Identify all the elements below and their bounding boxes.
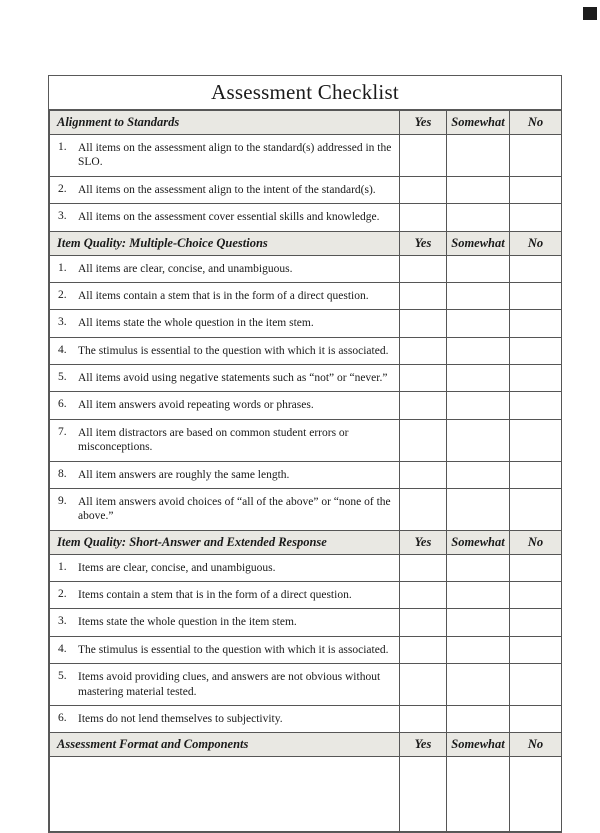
item-number: 1. xyxy=(58,261,67,274)
item-number: 5. xyxy=(58,670,67,683)
answer-cell-somewhat xyxy=(447,554,510,581)
answer-cell-somewhat xyxy=(447,664,510,706)
answer-cell-somewhat xyxy=(447,757,510,832)
item-number: 5. xyxy=(58,371,67,383)
item-description-cell xyxy=(50,664,400,706)
item-description-cell xyxy=(50,488,400,530)
answer-cell-yes xyxy=(400,705,447,732)
column-header-yes: Yes xyxy=(400,530,447,554)
item-description-cell xyxy=(50,176,400,203)
section-title: Item Quality: Multiple-Choice Questions xyxy=(50,231,400,255)
column-header-no: No xyxy=(510,733,562,757)
answer-cell-somewhat xyxy=(447,176,510,203)
item-number: 2. xyxy=(58,588,67,600)
checklist-item-row xyxy=(50,609,562,636)
answer-cell-somewhat xyxy=(447,419,510,461)
answer-cell-yes xyxy=(400,609,447,636)
item-text: Items are clear, concise, and unambiguous. xyxy=(78,561,276,574)
checklist-item-row xyxy=(50,282,562,309)
item-number: 3. xyxy=(58,210,67,223)
section-header-row xyxy=(50,231,562,255)
section-header-row xyxy=(50,530,562,554)
checklist-item-row xyxy=(50,204,562,231)
checklist-item-row xyxy=(50,337,562,364)
answer-cell-yes xyxy=(400,461,447,488)
item-number: 8. xyxy=(58,467,67,480)
item-text: All item answers avoid choices of “all of the above” or “none of the above.” xyxy=(78,495,391,523)
answer-cell-yes xyxy=(400,176,447,203)
item-text: All item distractors are based on common student errors or misconceptions. xyxy=(78,426,349,454)
answer-cell-no xyxy=(510,636,562,663)
checklist-item-row xyxy=(50,582,562,609)
item-description-cell xyxy=(50,609,400,636)
item-description-cell xyxy=(50,204,400,231)
item-number: 4. xyxy=(58,343,67,356)
checklist-item-row xyxy=(50,554,562,581)
item-number: 1. xyxy=(58,560,67,573)
item-text: Items contain a stem that is in the form of a direct question. xyxy=(78,589,352,601)
item-text: Items avoid providing clues, and answers are not obvious without mastering material tested. xyxy=(78,671,381,698)
item-number: 3. xyxy=(58,615,67,628)
item-text: All items on the assessment cover essential skills and knowledge. xyxy=(78,211,380,224)
checklist-table xyxy=(49,110,562,832)
item-description-cell xyxy=(50,636,400,663)
answer-cell-yes xyxy=(400,337,447,364)
item-text: The stimulus is essential to the question with which it is associated. xyxy=(78,643,389,656)
section-header-row xyxy=(50,111,562,135)
answer-cell-yes xyxy=(400,255,447,282)
column-header-yes: Yes xyxy=(400,733,447,757)
answer-cell-no xyxy=(510,392,562,419)
item-text: All items on the assessment align to the standard(s) addressed in the SLO. xyxy=(78,142,392,169)
checklist-item-row xyxy=(50,255,562,282)
item-description-cell xyxy=(50,392,400,419)
answer-cell-no xyxy=(510,419,562,461)
answer-cell-no xyxy=(510,705,562,732)
answer-cell-somewhat xyxy=(447,636,510,663)
item-text: All item answers are roughly the same length. xyxy=(78,468,290,481)
answer-cell-somewhat xyxy=(447,392,510,419)
column-header-no: No xyxy=(510,231,562,255)
checklist-item-row xyxy=(50,636,562,663)
checklist-item-row xyxy=(50,135,562,177)
column-header-no: No xyxy=(510,530,562,554)
answer-cell-yes xyxy=(400,282,447,309)
answer-cell-somewhat xyxy=(447,337,510,364)
checklist-item-row xyxy=(50,176,562,203)
item-text: All items on the assessment align to the intent of the standard(s). xyxy=(78,183,376,196)
answer-cell-somewhat xyxy=(447,310,510,337)
answer-cell-no xyxy=(510,310,562,337)
column-header-somewhat: Somewhat xyxy=(447,530,510,554)
answer-cell-no xyxy=(510,282,562,309)
answer-cell-yes xyxy=(400,488,447,530)
item-text: All items are clear, concise, and unambiguous. xyxy=(78,262,293,275)
section-title: Item Quality: Short-Answer and Extended Response xyxy=(50,530,400,554)
checklist-item-row xyxy=(50,419,562,461)
section-title: Assessment Format and Components xyxy=(50,733,400,757)
item-description-cell xyxy=(50,757,400,832)
answer-cell-somewhat xyxy=(447,461,510,488)
answer-cell-somewhat xyxy=(447,135,510,177)
answer-cell-no xyxy=(510,176,562,203)
answer-cell-yes xyxy=(400,310,447,337)
scan-corner-mark xyxy=(583,7,597,20)
answer-cell-no xyxy=(510,135,562,177)
answer-cell-yes xyxy=(400,636,447,663)
answer-cell-no xyxy=(510,337,562,364)
item-description-cell xyxy=(50,582,400,609)
column-header-somewhat: Somewhat xyxy=(447,733,510,757)
answer-cell-somewhat xyxy=(447,609,510,636)
item-number: 6. xyxy=(58,711,67,724)
item-description-cell xyxy=(50,705,400,732)
checklist-item-row xyxy=(50,392,562,419)
item-text: All items contain a stem that is in the form of a direct question. xyxy=(78,289,369,302)
item-number: 4. xyxy=(58,642,67,655)
item-description-cell xyxy=(50,255,400,282)
item-text: The stimulus is essential to the question with which it is associated. xyxy=(78,344,389,357)
answer-cell-no xyxy=(510,204,562,231)
item-number: 6. xyxy=(58,398,67,411)
column-header-yes: Yes xyxy=(400,231,447,255)
item-number: 7. xyxy=(58,425,67,438)
page-title: Assessment Checklist xyxy=(49,76,561,110)
checklist-item-row xyxy=(50,461,562,488)
answer-cell-yes xyxy=(400,419,447,461)
column-header-no: No xyxy=(510,111,562,135)
checklist-item-row xyxy=(50,705,562,732)
item-text: All item answers avoid repeating words or phrases. xyxy=(78,399,314,412)
column-header-somewhat: Somewhat xyxy=(447,111,510,135)
checklist-item-row xyxy=(50,365,562,392)
item-description-cell xyxy=(50,310,400,337)
item-text: All items avoid using negative statements such as “not” or “never.” xyxy=(78,372,388,384)
item-description-cell xyxy=(50,365,400,392)
answer-cell-somewhat xyxy=(447,488,510,530)
answer-cell-yes xyxy=(400,365,447,392)
item-number: 2. xyxy=(58,182,67,195)
item-text: All items state the whole question in the item stem. xyxy=(78,317,314,330)
item-text: Items state the whole question in the item stem. xyxy=(78,616,297,629)
column-header-yes: Yes xyxy=(400,111,447,135)
checklist-item-row xyxy=(50,488,562,530)
section-header-row xyxy=(50,733,562,757)
item-number: 3. xyxy=(58,316,67,329)
item-number: 9. xyxy=(58,494,67,507)
item-description-cell xyxy=(50,135,400,177)
answer-cell-yes xyxy=(400,664,447,706)
checklist-item-row xyxy=(50,310,562,337)
item-number: 1. xyxy=(58,141,67,153)
answer-cell-no xyxy=(510,554,562,581)
item-description-cell xyxy=(50,337,400,364)
item-description-cell xyxy=(50,461,400,488)
answer-cell-yes xyxy=(400,757,447,832)
answer-cell-somewhat xyxy=(447,255,510,282)
answer-cell-somewhat xyxy=(447,582,510,609)
answer-cell-yes xyxy=(400,582,447,609)
partial-item-row xyxy=(50,757,562,832)
checklist-page xyxy=(48,75,562,833)
answer-cell-yes xyxy=(400,204,447,231)
answer-cell-no xyxy=(510,365,562,392)
answer-cell-no xyxy=(510,488,562,530)
answer-cell-somewhat xyxy=(447,705,510,732)
item-description-cell xyxy=(50,554,400,581)
answer-cell-no xyxy=(510,609,562,636)
answer-cell-yes xyxy=(400,135,447,177)
answer-cell-yes xyxy=(400,554,447,581)
answer-cell-no xyxy=(510,582,562,609)
answer-cell-yes xyxy=(400,392,447,419)
checklist-body xyxy=(50,111,562,832)
answer-cell-no xyxy=(510,664,562,706)
answer-cell-somewhat xyxy=(447,204,510,231)
answer-cell-no xyxy=(510,461,562,488)
item-description-cell xyxy=(50,282,400,309)
item-text: Items do not lend themselves to subjectivity. xyxy=(78,712,283,725)
answer-cell-somewhat xyxy=(447,282,510,309)
item-number: 2. xyxy=(58,288,67,301)
answer-cell-somewhat xyxy=(447,365,510,392)
section-title: Alignment to Standards xyxy=(50,111,400,135)
column-header-somewhat: Somewhat xyxy=(447,231,510,255)
answer-cell-no xyxy=(510,757,562,832)
checklist-item-row xyxy=(50,664,562,706)
item-description-cell xyxy=(50,419,400,461)
answer-cell-no xyxy=(510,255,562,282)
